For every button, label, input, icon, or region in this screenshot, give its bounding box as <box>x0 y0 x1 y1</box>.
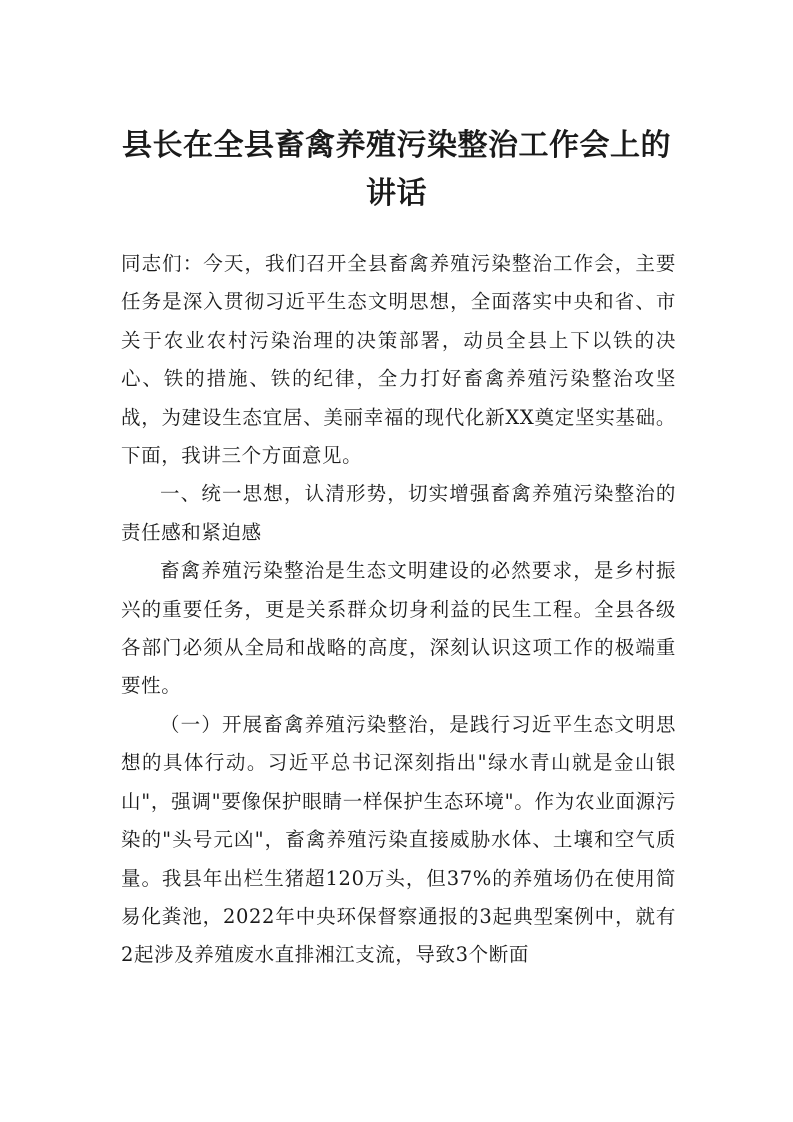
document-title-line2: 讲话 <box>366 176 427 211</box>
paragraph-opening: 同志们：今天，我们召开全县畜禽养殖污染整治工作会，主要任务是深入贯彻习近平生态文明思想，全面落实中央和省、市关于农业农村污染治理的决策部署，动员全县上下以铁的决心、铁的措施、铁的纪律，全力打好畜禽养殖污染整治攻坚战，为建设生态宜居、美丽幸福的现代化新XX奠定坚实基础。下面，我讲三个方面意见。 <box>121 252 676 468</box>
document-title-line1: 县长在全县畜禽养殖污染整治工作会上的 <box>122 128 671 163</box>
document-body <box>121 245 676 975</box>
paragraph-section-1-intro: 畜禽养殖污染整治是生态文明建设的必然要求，是乡村振兴的重要任务，更是关系群众切身利益的民生工程。全县各级各部门必须从全局和战略的高度，深刻认识这项工作的极端重要性。 <box>121 559 676 698</box>
section-heading-1: 一、统一思想，认清形势，切实增强畜禽养殖污染整治的责任感和紧迫感 <box>121 482 676 544</box>
paragraph-subsection-1: （一）开展畜禽养殖污染整治，是践行习近平生态文明思想的具体行动。习近平总书记深刻指出"绿水青山就是金山银山"，强调"要像保护眼睛一样保护生态环境"。作为农业面源污染的"头号元凶"，畜禽养殖污染直接威胁水体、土壤和空气质量。我县年出栏生猪超120万头，但37%的养殖场仍在使用简易化粪池，2022年中央环保督察通报的3起典型案例中，就有2起涉及养殖废水直排湘江支流，导致3个断面 <box>121 712 676 967</box>
